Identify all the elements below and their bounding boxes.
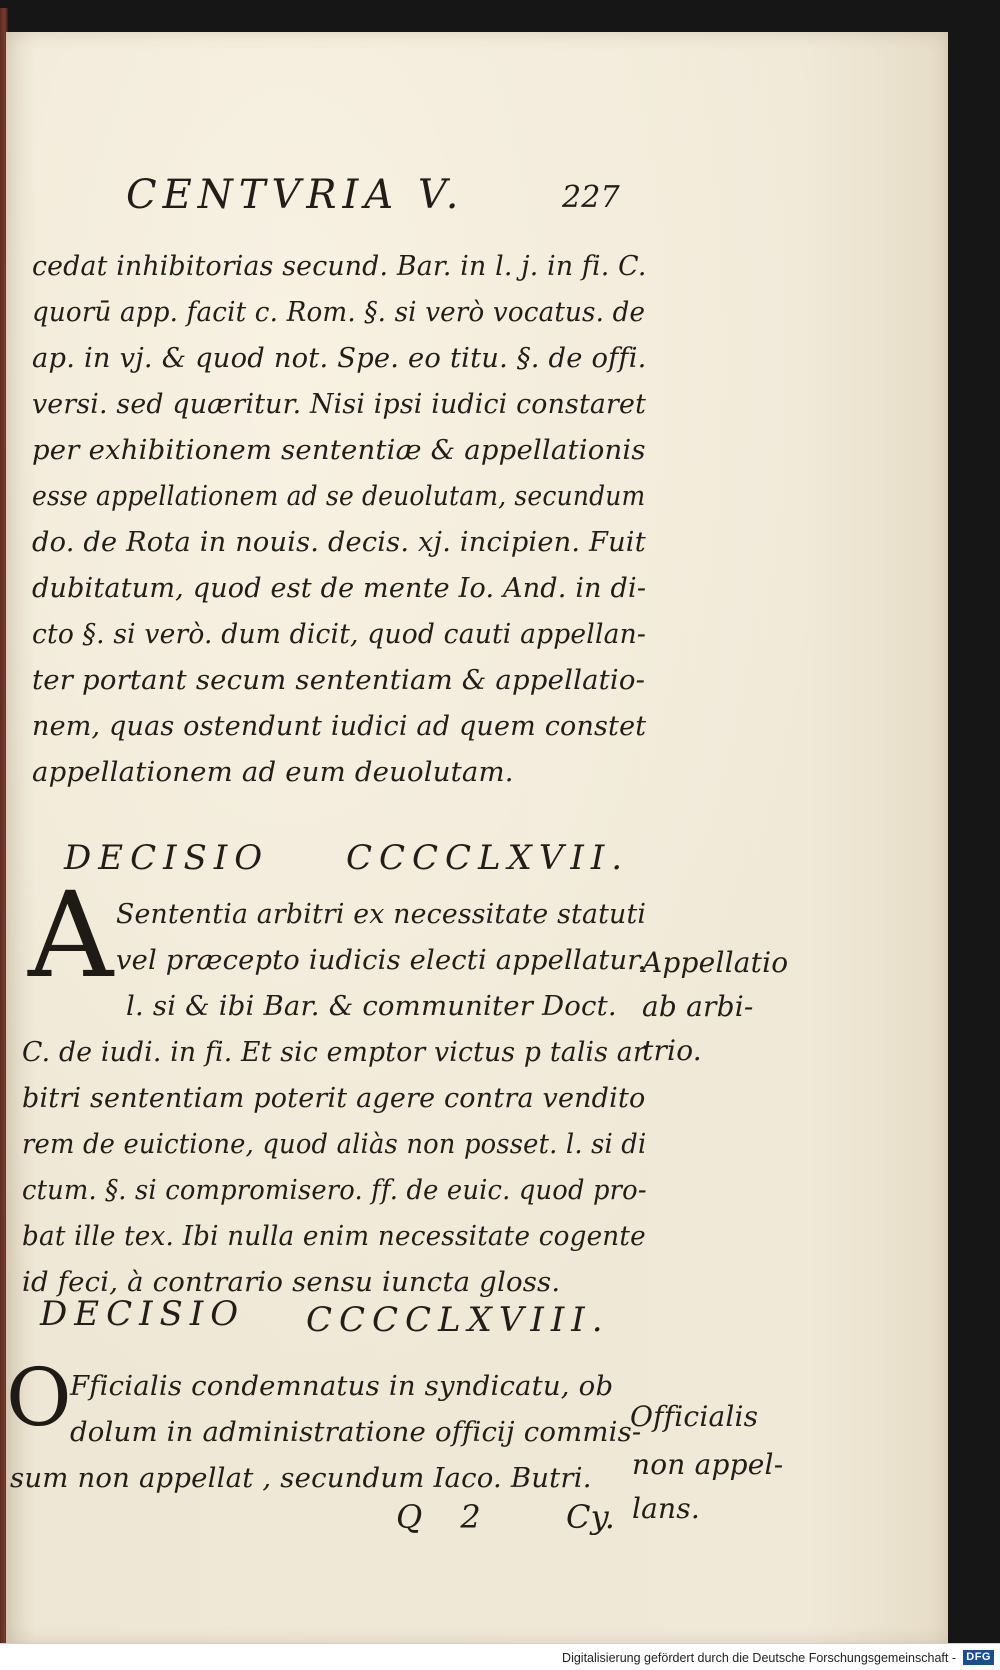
text-line: Fficialis condemnatus in syndicatu, ob — [70, 1370, 614, 1402]
margin-note-line: trio. — [642, 1034, 702, 1067]
text-line: quorū app. facit c. Rom. §. si verò vocatus. de — [32, 296, 646, 328]
text-line: cto §. si verò. dum dicit, quod cauti appellan- — [32, 618, 647, 650]
text-line: id feci, à contrario sensu iuncta gloss. — [22, 1266, 561, 1298]
margin-note-line: Appellatio — [642, 946, 789, 979]
text-line: do. de Rota in nouis. decis. xj. incipien. Fuit — [32, 526, 646, 558]
drop-cap-o: O — [6, 1351, 72, 1444]
page-number: 227 — [562, 180, 620, 215]
text-line: Sententia arbitri ex necessitate statuti — [116, 898, 647, 930]
text-line: nem, quas ostendunt iudici ad quem constet — [32, 710, 647, 742]
text-line: dolum in administratione officij commis- — [70, 1416, 642, 1448]
footer-bar — [0, 1643, 1000, 1670]
text-line: rem de euictione, quod aliàs non posset. l. si di — [22, 1128, 647, 1160]
dfg-logo-icon: DFG — [963, 1650, 994, 1665]
margin-note-line: ab arbi- — [642, 990, 754, 1023]
text-line: l. si & ibi Bar. & communiter Doct. — [126, 990, 617, 1022]
drop-cap-a: A — [28, 866, 114, 1004]
text-line: dubitatum, quod est de mente Io. And. in di- — [32, 572, 647, 604]
text-line: C. de iudi. in fi. Et sic emptor victus p talis ar — [22, 1036, 646, 1068]
margin-note-line: non appel- — [632, 1448, 784, 1481]
text-line: esse appellationem ad se deuolutam, secundum — [32, 480, 646, 512]
margin-note-line: Officialis — [630, 1400, 759, 1433]
text-line: vel præcepto iudicis electi appellatur. — [116, 944, 647, 976]
decisio-heading-number: CCCCLXVII. — [346, 838, 630, 878]
text-line: appellationem ad eum deuolutam. — [32, 756, 514, 788]
signature-mark: Q 2 — [396, 1498, 495, 1536]
text-line: per exhibitionem sententiæ & appellationis — [32, 434, 646, 466]
text-line: bat ille tex. Ibi nulla enim necessitate cogente — [22, 1220, 646, 1252]
running-head: CENTVRIA V. — [126, 172, 465, 218]
decisio-heading-word: DECISIO — [64, 838, 270, 878]
digitization-credit: Digitalisierung gefördert durch die Deutsche Forschungsgemeinschaft - — [562, 1651, 956, 1665]
text-line: cedat inhibitorias secund. Bar. in l. j. in fi. C. — [32, 250, 647, 282]
text-line: versi. sed quæritur. Nisi ipsi iudici constaret — [32, 388, 647, 420]
decisio-heading-word: DECISIO — [40, 1294, 246, 1334]
text-line: ap. in vj. & quod not. Spe. eo titu. §. de offi. — [32, 342, 647, 374]
text-line: ter portant secum sententiam & appellatio- — [32, 664, 646, 696]
margin-note-line: lans. — [632, 1492, 700, 1525]
text-line: sum non appellat , secundum Iaco. Butri. — [10, 1462, 592, 1494]
catchword: Cy. — [566, 1498, 616, 1536]
text-line: ctum. §. si compromisero. ff. de euic. quod pro- — [22, 1174, 647, 1206]
text-line: bitri sententiam poterit agere contra vendito — [22, 1082, 646, 1114]
decisio-heading-number: CCCCLXVIII. — [306, 1300, 610, 1340]
book-page — [6, 32, 948, 1644]
